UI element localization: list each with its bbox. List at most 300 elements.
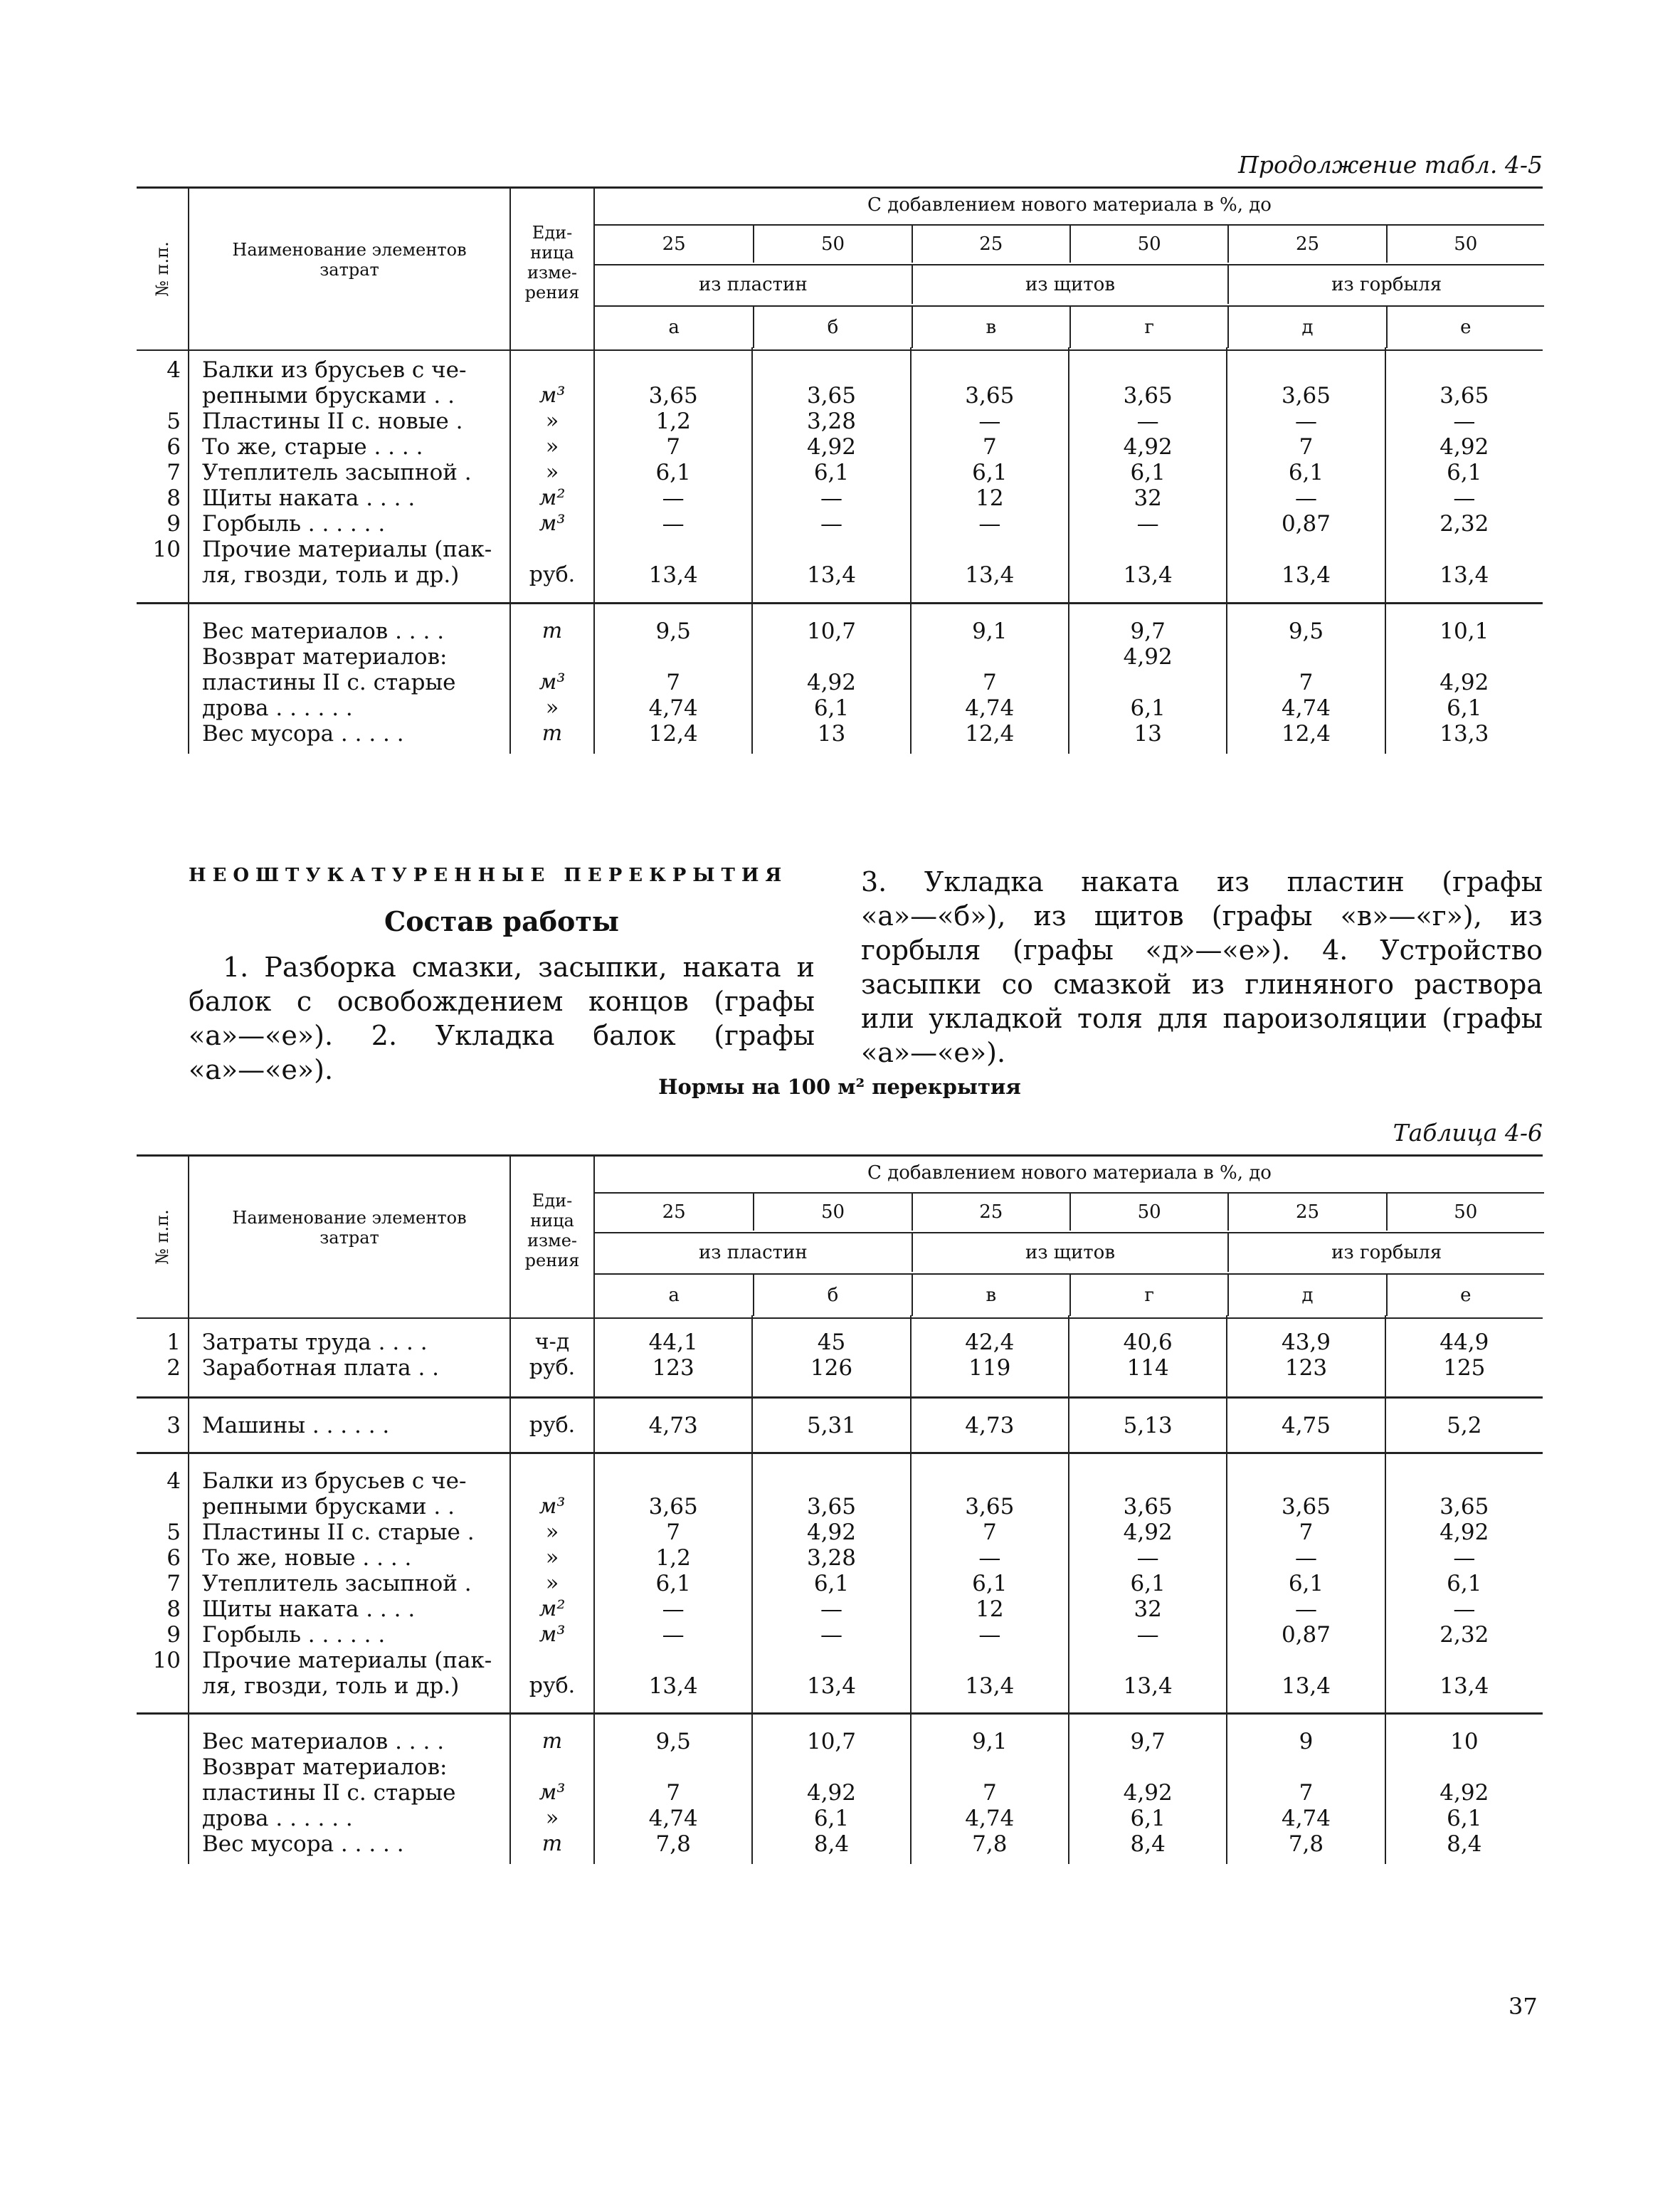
value-column-1 — [751, 1399, 909, 1454]
header-unit-line: изме- — [527, 263, 578, 283]
value-column-0 — [593, 1315, 751, 1396]
value-cell: 13,4 — [965, 562, 1015, 588]
value-cell — [1386, 537, 1543, 562]
header-name-column: Наименование элементов затрат — [188, 189, 509, 349]
header-letter: в — [912, 1275, 1069, 1316]
row-number — [137, 1806, 181, 1831]
value-cell: 5,13 — [1123, 1413, 1173, 1438]
row-number-column — [137, 357, 181, 588]
value-cell: 12,4 — [1281, 721, 1331, 747]
value-cell: 4,92 — [806, 1780, 856, 1806]
row-unit — [511, 537, 593, 562]
value-column-5 — [1385, 1315, 1543, 1396]
value-cell: 3,28 — [806, 409, 856, 434]
row-number-column — [137, 1468, 181, 1699]
row-unit: м³ — [539, 670, 566, 695]
continuation-caption: Продолжение табл. 4-5 — [1238, 151, 1543, 179]
value-column-3 — [1068, 1399, 1226, 1454]
value-cell: 4,92 — [1439, 670, 1489, 695]
value-cell — [1227, 1648, 1384, 1673]
value-cell — [595, 357, 751, 383]
header-group-title: С добавлением нового материала в %, до — [867, 194, 1272, 216]
value-column-4 — [1226, 1454, 1384, 1715]
header-letter: б — [753, 1275, 911, 1316]
header-material: из щитов — [912, 1233, 1228, 1272]
value-cell: 10,7 — [806, 1729, 856, 1754]
value-cell: 6,1 — [1130, 1571, 1166, 1596]
value-cell: 40,6 — [1123, 1330, 1173, 1355]
value-cell: 12 — [976, 1596, 1004, 1622]
value-cell: 2,32 — [1439, 1622, 1489, 1648]
value-cell: 4,73 — [648, 1413, 698, 1438]
value-column-0 — [593, 1715, 751, 1864]
value-cell: — — [1294, 1545, 1317, 1571]
row-unit-column — [509, 1315, 593, 1396]
header-percent: 25 — [662, 233, 686, 255]
weights-block — [137, 1712, 1543, 1862]
value-cell: 6,1 — [1130, 695, 1166, 721]
value-cell — [1227, 357, 1384, 383]
value-cell — [1069, 670, 1226, 695]
value-cell: 7 — [1299, 434, 1314, 460]
row-number — [137, 1831, 181, 1857]
value-cell — [753, 1754, 909, 1780]
weights-block — [137, 602, 1543, 752]
value-cell: — — [662, 485, 685, 511]
row-unit — [511, 1648, 593, 1673]
header-material: из щитов — [912, 265, 1228, 304]
row-number: 2 — [167, 1355, 181, 1381]
value-cell: 13,4 — [1439, 1673, 1489, 1699]
row-name: Утеплитель засыпной . — [202, 1571, 472, 1596]
row-name: Возврат материалов: — [202, 1754, 448, 1780]
row-unit: м³ — [539, 511, 566, 536]
row-number — [137, 1780, 181, 1806]
row-unit: т — [541, 1831, 563, 1856]
value-cell: 7 — [982, 670, 997, 695]
value-cell: 3,28 — [806, 1545, 856, 1571]
value-cell — [1386, 1648, 1543, 1673]
value-cell: 6,1 — [1447, 460, 1482, 485]
value-cell: — — [662, 511, 685, 537]
value-cell: — — [978, 1622, 1001, 1648]
value-cell — [753, 1468, 909, 1494]
header-group-title: С добавлением нового материала в %, до — [867, 1162, 1272, 1184]
row-unit: » — [545, 1545, 559, 1570]
value-cell: 32 — [1134, 1596, 1162, 1622]
row-unit — [511, 1754, 593, 1780]
value-cell: 6,1 — [972, 460, 1008, 485]
value-cell: 12,4 — [648, 721, 698, 747]
row-name: Пластины II с. старые . — [202, 1520, 475, 1545]
row-name: дрова . . . . . . — [202, 1806, 353, 1831]
value-cell: 7 — [1299, 1520, 1314, 1545]
value-cell: 44,9 — [1439, 1330, 1489, 1355]
row-number: 7 — [167, 1571, 181, 1596]
value-cell: 1,2 — [655, 409, 691, 434]
row-name: пластины II с. старые — [202, 1780, 456, 1806]
row-name-column — [188, 347, 509, 602]
row-unit — [511, 357, 593, 383]
value-cell — [1069, 537, 1226, 562]
value-cell: 13,4 — [965, 1673, 1015, 1699]
value-cell: 13,4 — [1281, 1673, 1331, 1699]
value-cell: 6,1 — [813, 460, 850, 485]
row-unit-column — [509, 1399, 593, 1454]
value-cell: 43,9 — [1281, 1330, 1331, 1355]
value-cell: 3,65 — [648, 1494, 698, 1520]
value-cell: 9,5 — [655, 618, 691, 644]
value-cell: 5,31 — [806, 1413, 856, 1438]
value-cell: 4,92 — [806, 434, 856, 460]
row-number: 5 — [167, 409, 181, 434]
row-name: Возврат материалов: — [202, 644, 448, 670]
row-name: Горбыль . . . . . . — [202, 511, 386, 537]
value-column-1 — [751, 1315, 909, 1396]
work-paragraph-left: 1. Разборка смазки, засыпки, наката и балок с освобождением концов (графы «а»—«е»). 2. Укладка балок (графы «а»—«е»). — [189, 952, 815, 1085]
value-cell: — — [1294, 409, 1317, 434]
row-unit: т — [541, 618, 563, 643]
value-cell: — — [1453, 1545, 1476, 1571]
value-column-5 — [1385, 1715, 1543, 1864]
header-percent: 25 — [1227, 1194, 1385, 1231]
row-unit: т — [541, 1729, 563, 1754]
header-material: из пластин — [698, 274, 808, 295]
value-cell: 8,4 — [1130, 1831, 1166, 1857]
row-name: Горбыль . . . . . . — [202, 1622, 386, 1648]
row-name: Пластины II с. новые . — [202, 409, 463, 434]
header-number-label: № п.п. — [152, 241, 172, 297]
row-number: 4 — [167, 357, 181, 383]
row-number — [137, 695, 181, 721]
row-name: Затраты труда . . . . — [202, 1330, 428, 1355]
row-name: Заработная плата . . — [202, 1355, 440, 1381]
value-cell: 32 — [1134, 485, 1162, 511]
value-cell: 1,2 — [655, 1545, 691, 1571]
value-cell: 4,74 — [648, 1806, 698, 1831]
header-material: из горбыля — [1227, 1233, 1544, 1272]
value-column-0 — [593, 1399, 751, 1454]
norms-title: Нормы на 100 м² перекрытия — [658, 1075, 1021, 1099]
value-column-1 — [751, 347, 909, 602]
value-cell — [753, 1648, 909, 1673]
value-cell: 7 — [1299, 1780, 1314, 1806]
value-cell: 6,1 — [655, 460, 691, 485]
value-column-1 — [751, 604, 909, 754]
value-cell: 9,7 — [1130, 1729, 1166, 1754]
row-unit: руб. — [529, 562, 576, 587]
row-name: Машины . . . . . . — [202, 1413, 390, 1438]
value-cell: 4,92 — [806, 670, 856, 695]
value-cell: 3,65 — [806, 383, 856, 409]
row-number: 1 — [167, 1330, 181, 1355]
value-cell: 0,87 — [1281, 511, 1331, 537]
value-cell: 7,8 — [655, 1831, 691, 1857]
row-name: Балки из брусьев с че- — [202, 1468, 467, 1494]
value-cell: 12 — [976, 485, 1004, 511]
value-cell: 13,3 — [1439, 721, 1489, 747]
header-letter: е — [1386, 1275, 1544, 1316]
header-group — [593, 189, 1544, 349]
value-cell: 7,8 — [972, 1831, 1008, 1857]
row-name: То же, новые . . . . — [202, 1545, 412, 1571]
header-unit-line: ница — [530, 243, 574, 263]
row-name: То же, старые . . . . — [202, 434, 423, 460]
header-material: из пластин — [698, 1242, 808, 1263]
value-cell: 3,65 — [1123, 1494, 1173, 1520]
row-unit — [511, 644, 593, 670]
value-cell — [753, 644, 909, 670]
row-number: 10 — [152, 1648, 181, 1673]
value-cell — [1069, 1754, 1226, 1780]
value-cell: 13 — [817, 721, 846, 747]
header-percent: 50 — [1386, 1194, 1544, 1231]
header-letter: а — [668, 317, 680, 338]
value-column-4 — [1226, 604, 1384, 754]
table-4-5-continuation — [137, 186, 1543, 806]
value-cell: 4,74 — [965, 1806, 1015, 1831]
value-column-2 — [910, 347, 1068, 602]
row-number: 8 — [167, 1596, 181, 1622]
row-unit: м² — [539, 485, 566, 510]
value-cell: 4,74 — [648, 695, 698, 721]
value-cell: 13,4 — [648, 562, 698, 588]
row-name: Утеплитель засыпной . — [202, 460, 472, 485]
table-header — [137, 186, 1543, 351]
value-cell: 114 — [1126, 1355, 1169, 1381]
value-cell: 3,65 — [1439, 383, 1489, 409]
value-column-4 — [1226, 1715, 1384, 1864]
row-name: пластины II с. старые — [202, 670, 456, 695]
value-cell: 44,1 — [648, 1330, 698, 1355]
header-letter: г — [1069, 307, 1227, 348]
value-cell: — — [820, 511, 842, 537]
value-cell — [912, 1468, 1068, 1494]
value-cell: — — [1453, 1596, 1476, 1622]
value-cell: 125 — [1443, 1355, 1486, 1381]
row-number — [137, 383, 181, 409]
row-name: репными брусками . . — [202, 1494, 455, 1520]
value-column-3 — [1068, 1454, 1226, 1715]
value-cell: 3,65 — [1123, 383, 1173, 409]
value-cell: — — [820, 1596, 842, 1622]
row-number: 3 — [167, 1413, 181, 1438]
row-name: Щиты наката . . . . — [202, 485, 416, 511]
value-cell: 4,92 — [1123, 434, 1173, 460]
value-cell: 6,1 — [813, 1571, 850, 1596]
row-unit: » — [545, 1571, 559, 1596]
row-unit: » — [545, 434, 559, 459]
value-column-3 — [1068, 604, 1226, 754]
value-cell — [595, 644, 751, 670]
value-cell: 6,1 — [1447, 1571, 1482, 1596]
value-cell — [595, 1468, 751, 1494]
value-cell: — — [1294, 1596, 1317, 1622]
row-unit: м³ — [539, 1622, 566, 1647]
header-percent: 50 — [1069, 1194, 1227, 1231]
value-cell: 7 — [982, 434, 997, 460]
value-cell: 4,92 — [1123, 1780, 1173, 1806]
value-cell: 9,5 — [655, 1729, 691, 1754]
row-unit-column — [509, 347, 593, 602]
table-header — [137, 1154, 1543, 1319]
value-cell: 4,73 — [965, 1413, 1015, 1438]
value-cell: — — [1294, 485, 1317, 511]
value-cell — [1227, 537, 1384, 562]
value-cell — [1069, 1648, 1226, 1673]
value-column-3 — [1068, 347, 1226, 602]
value-cell: 3,65 — [648, 383, 698, 409]
value-column-1 — [751, 1454, 909, 1715]
value-cell: — — [662, 1622, 685, 1648]
value-cell — [753, 357, 909, 383]
header-percent: 50 — [1386, 226, 1544, 263]
value-cell: — — [1136, 1622, 1159, 1648]
header-letter: д — [1227, 307, 1385, 348]
value-cell: 8,4 — [1447, 1831, 1482, 1857]
row-unit: » — [545, 460, 559, 485]
value-cell: 7 — [666, 434, 681, 460]
value-cell: 4,74 — [1281, 695, 1331, 721]
value-cell: 42,4 — [965, 1330, 1015, 1355]
row-number: 6 — [167, 1545, 181, 1571]
value-cell — [1069, 1468, 1226, 1494]
value-cell: 6,1 — [1130, 460, 1166, 485]
header-unit-line: ница — [530, 1211, 574, 1231]
value-cell: 4,92 — [1439, 434, 1489, 460]
row-number: 9 — [167, 511, 181, 537]
value-cell — [1386, 357, 1543, 383]
value-cell: 4,92 — [1439, 1520, 1489, 1545]
row-name-column — [188, 1315, 509, 1396]
value-cell: 4,92 — [1123, 1520, 1173, 1545]
header-letter: е — [1386, 307, 1544, 348]
work-paragraph-right: 3. Укладка наката из пластин (графы «а»—«б»), из щитов (графы «в»—«г»), из горбыля (графы «д»—«е»). 4. Устройство засыпки со смазкой из глиняного раствора или укладкой толя для пароизоляции (графы «а»—«е»). — [861, 866, 1543, 1068]
row-number — [137, 1729, 181, 1754]
value-column-3 — [1068, 1715, 1226, 1864]
value-cell — [753, 537, 909, 562]
value-cell: 13,4 — [1123, 562, 1173, 588]
value-cell — [1069, 357, 1226, 383]
row-unit: руб. — [529, 1413, 576, 1438]
value-cell: 9,7 — [1130, 618, 1166, 644]
value-cell: 12,4 — [965, 721, 1015, 747]
row-name: Щиты наката . . . . — [202, 1596, 416, 1622]
row-number-column — [137, 1413, 181, 1438]
value-cell: 7 — [1299, 670, 1314, 695]
value-column-4 — [1226, 1399, 1384, 1454]
value-cell — [912, 537, 1068, 562]
row-name-column — [188, 1715, 509, 1864]
value-cell — [1386, 644, 1543, 670]
work-heading: Состав работы — [384, 905, 620, 937]
value-cell: 3,65 — [1281, 1494, 1331, 1520]
row-name: Вес материалов . . . . — [202, 1729, 445, 1754]
value-cell: 13,4 — [1439, 562, 1489, 588]
row-number-column — [137, 1729, 181, 1857]
row-number — [137, 721, 181, 747]
value-cell: 10 — [1450, 1729, 1479, 1754]
header-percent: 50 — [1069, 226, 1227, 263]
materials-block — [137, 1452, 1543, 1712]
row-number: 6 — [167, 434, 181, 460]
machines-block — [137, 1396, 1543, 1452]
value-column-0 — [593, 347, 751, 602]
value-cell: 6,1 — [1288, 460, 1324, 485]
value-cell: 6,1 — [813, 1806, 850, 1831]
header-number-label: № п.п. — [152, 1209, 172, 1265]
value-cell: 3,65 — [1439, 1494, 1489, 1520]
header-number-column — [137, 1157, 188, 1317]
row-number-column — [137, 1330, 181, 1381]
header-unit-line: рения — [524, 1251, 580, 1270]
value-cell: 3,65 — [806, 1494, 856, 1520]
value-column-4 — [1226, 1315, 1384, 1396]
value-cell: 123 — [652, 1355, 694, 1381]
value-cell — [595, 537, 751, 562]
value-cell: 4,74 — [965, 695, 1015, 721]
row-number — [137, 1494, 181, 1520]
value-cell — [595, 1754, 751, 1780]
value-cell — [595, 1648, 751, 1673]
labor-block — [137, 1315, 1543, 1396]
row-name: Прочие материалы (пак- — [202, 1648, 492, 1673]
value-cell: 4,92 — [1439, 1780, 1489, 1806]
value-cell: 8,4 — [813, 1831, 850, 1857]
row-name: Вес мусора . . . . . — [202, 1831, 404, 1857]
value-cell: 6,1 — [1288, 1571, 1324, 1596]
row-number: 7 — [167, 460, 181, 485]
row-unit: м³ — [539, 1494, 566, 1519]
header-percent: 25 — [912, 226, 1069, 263]
value-cell: 0,87 — [1281, 1622, 1331, 1648]
value-cell: — — [1453, 409, 1476, 434]
row-unit: » — [545, 409, 559, 433]
value-cell: — — [1136, 1545, 1159, 1571]
value-cell: — — [978, 1545, 1001, 1571]
header-unit-line: рения — [524, 283, 580, 302]
row-name: Вес мусора . . . . . — [202, 721, 404, 747]
row-unit: ч-д — [534, 1330, 570, 1354]
header-percent: 25 — [1227, 226, 1385, 263]
row-unit-column — [509, 604, 593, 754]
row-name-column — [188, 1454, 509, 1715]
value-cell: 13,4 — [1281, 562, 1331, 588]
value-cell: 3,65 — [1281, 383, 1331, 409]
row-name-column — [188, 604, 509, 754]
header-unit-line: Еди- — [532, 1191, 573, 1211]
value-cell: 6,1 — [655, 1571, 691, 1596]
value-column-2 — [910, 1399, 1068, 1454]
value-cell: 13,4 — [1123, 1673, 1173, 1699]
row-name: Вес материалов . . . . — [202, 618, 445, 644]
header-percent: 50 — [753, 226, 911, 263]
row-unit: м³ — [539, 1780, 566, 1805]
row-number: 5 — [167, 1520, 181, 1545]
value-cell: 119 — [968, 1355, 1011, 1381]
value-column-0 — [593, 604, 751, 754]
header-letter: а — [668, 1285, 680, 1306]
value-column-2 — [910, 1454, 1068, 1715]
header-number-column — [137, 189, 188, 349]
value-cell — [1386, 1754, 1543, 1780]
header-percent: 25 — [912, 1194, 1069, 1231]
row-name: Прочие материалы (пак- — [202, 537, 492, 562]
value-cell: 4,92 — [806, 1520, 856, 1545]
header-percent: 25 — [662, 1201, 686, 1223]
value-cell: 4,92 — [1123, 644, 1173, 670]
value-cell: 13 — [1134, 721, 1162, 747]
